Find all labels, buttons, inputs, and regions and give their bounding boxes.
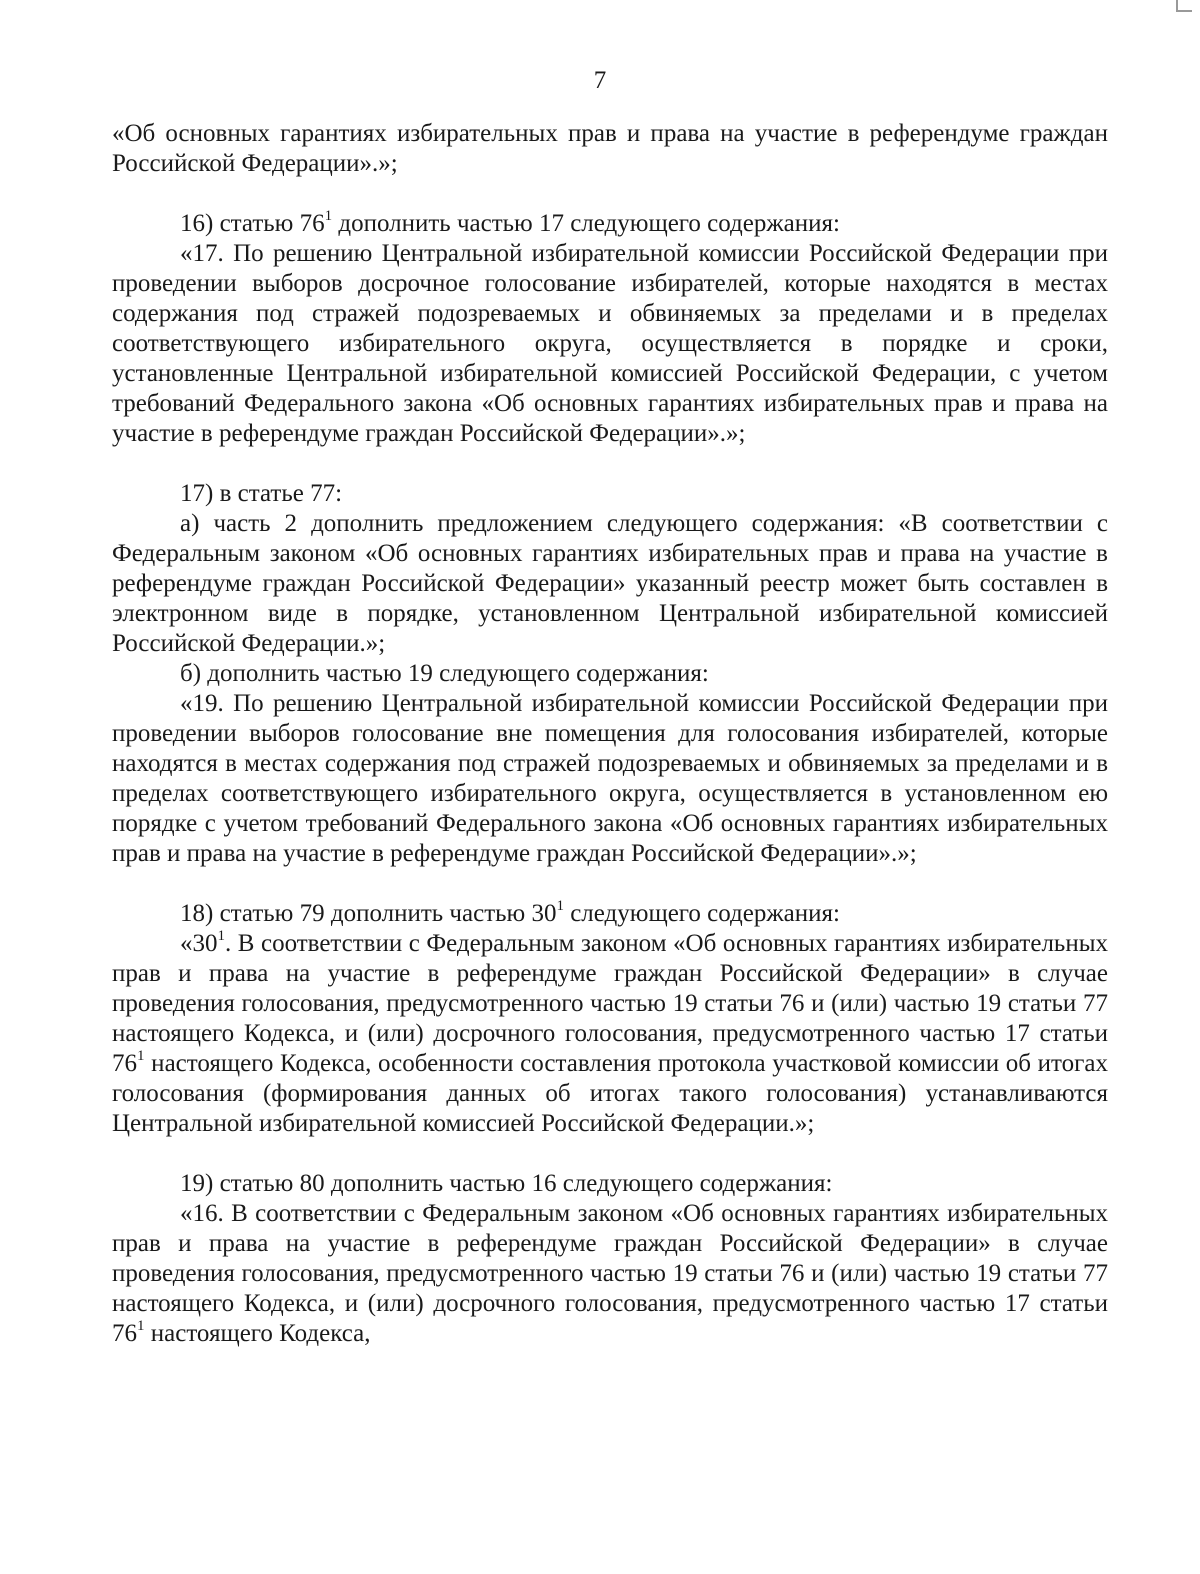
- paragraph-subitem-a: [112, 509, 1108, 659]
- paragraph-gap: [112, 869, 1108, 899]
- paragraph-text: . В соответствии с Федеральным законом «Об основных гарантиях избирательных прав и права на участие в референдуме граждан Российской Федерации» в случае проведения голосования, предусмотренного частью 19 статьи 76 и (или) частью 19 статьи 77 настоящего Кодекса, и (или) досрочного голосования, предусмотренного частью 17 статьи 76: [112, 930, 1108, 1077]
- paragraph-text: «16. В соответствии с Федеральным законом «Об основных гарантиях избирательных прав и права на участие в референдуме граждан Российской Федерации» в случае проведения голосования, предусмотренного частью 19 статьи 76 и (или) частью 19 статьи 77 настоящего Кодекса, и (или) досрочного голосования, предусмотренного частью 17 статьи 76: [112, 1200, 1108, 1347]
- paragraph-text: «17. По решению Центральной избирательной комиссии Российской Федерации при проведении выборов досрочное голосование избирателей, которые находятся в местах содержания под стражей подозреваемых и обвиняемых за пределами и в пределах соответствующего избирательного округа, осуществляется в порядке и сроки, установленные Центральной избирательной комиссией Российской Федерации, с учетом требований Федерального закона «Об основных гарантиях избирательных прав и права на участие в референдуме граждан Российской Федерации».»;: [112, 240, 1108, 447]
- paragraph-item-16: [112, 209, 1108, 239]
- paragraph-gap: [112, 179, 1108, 209]
- page-corner-mark: [1176, 0, 1192, 12]
- superscript: 1: [217, 927, 225, 944]
- paragraph-continuation: [112, 119, 1108, 179]
- paragraph-item-19: [112, 1169, 1108, 1199]
- superscript: 1: [556, 897, 564, 914]
- paragraph-text: дополнить частью 17 следующего содержания:: [332, 210, 840, 237]
- superscript: 1: [137, 1317, 145, 1334]
- paragraph-part-17-text: [112, 239, 1108, 449]
- paragraph-text: «Об основных гарантиях избирательных прав и права на участие в референдуме граждан Российской Федерации».»;: [112, 120, 1108, 177]
- paragraph-item-17: [112, 479, 1108, 509]
- superscript: 1: [137, 1047, 145, 1064]
- paragraph-text: настоящего Кодекса,: [144, 1320, 371, 1347]
- paragraph-text: 19) статью 80 дополнить частью 16 следующего содержания:: [180, 1170, 833, 1197]
- superscript: 1: [324, 207, 333, 224]
- paragraph-subitem-b: [112, 659, 1108, 689]
- paragraph-text: «19. По решению Центральной избирательной комиссии Российской Федерации при проведении выборов голосование вне помещения для голосования избирателей, которые находятся в местах содержания под стражей подозреваемых и обвиняемых за пределами и в пределах соответствующего избирательного округа, осуществляется в установленном ею порядке с учетом требований Федерального закона «Об основных гарантиях избирательных прав и права на участие в референдуме граждан Российской Федерации».»;: [112, 690, 1108, 867]
- paragraph-text: а) часть 2 дополнить предложением следующего содержания: «В соответствии с Федеральным законом «Об основных гарантиях избирательных прав и права на участие в референдуме граждан Российской Федерации» указанный реестр может быть составлен в электронном виде в порядке, установленном Центральной избирательной комиссией Российской Федерации.»;: [112, 510, 1108, 657]
- paragraph-text: настоящего Кодекса, особенности составления протокола участковой комиссии об итогах голосования (формирования данных об итогах такого голосования) устанавливаются Центральной избирательной комиссией Российской Федерации.»;: [112, 1050, 1108, 1137]
- document-body: [112, 119, 1108, 1349]
- paragraph-text: «30: [180, 930, 218, 957]
- paragraph-text: 17) в статье 77:: [180, 480, 343, 507]
- paragraph-text: б) дополнить частью 19 следующего содержания:: [180, 660, 709, 687]
- paragraph-part-19-text: [112, 689, 1108, 869]
- page-number: 7: [593, 67, 607, 94]
- paragraph-part-30-1-text: [112, 929, 1108, 1139]
- paragraph-gap: [112, 449, 1108, 479]
- paragraph-text: 18) статью 79 дополнить частью 30: [180, 900, 557, 927]
- paragraph-text: 16) статью 76: [180, 210, 325, 237]
- paragraph-item-18: [112, 899, 1108, 929]
- paragraph-part-16-text: [112, 1199, 1108, 1349]
- paragraph-text: следующего содержания:: [563, 900, 840, 927]
- paragraph-gap: [112, 1139, 1108, 1169]
